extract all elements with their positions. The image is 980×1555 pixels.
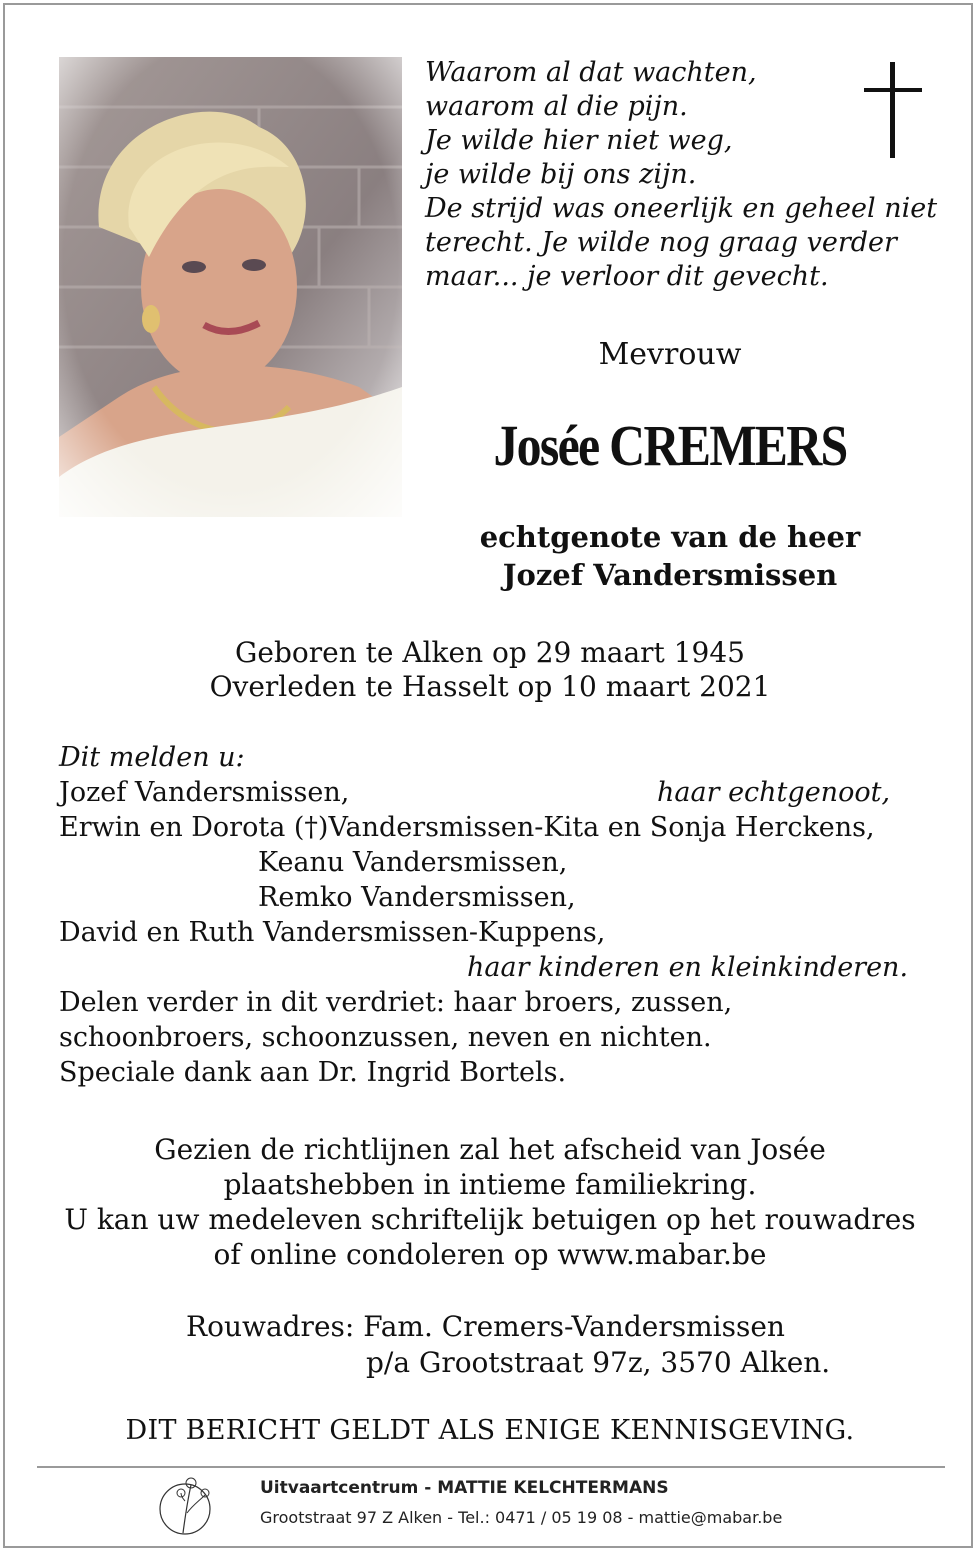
flower-logo-icon xyxy=(155,1473,240,1537)
address-line-1: Rouwadres: Fam. Cremers-Vandersmissen xyxy=(186,1310,785,1343)
honorific: Mevrouw xyxy=(598,337,742,372)
funeral-home-contact: Grootstraat 97 Z Alken - Tel.: 0471 / 05 19 08 - mattie@mabar.be xyxy=(260,1508,783,1527)
poem-line: maar... je verloor dit gevecht. xyxy=(425,261,829,292)
poem-line: Je wilde hier niet weg, xyxy=(425,125,733,156)
notice-row: Keanu Vandersmissen, xyxy=(258,847,568,878)
address-line-2: p/a Grootstraat 97z, 3570 Alken. xyxy=(366,1346,831,1379)
poem-line: waarom al die pijn. xyxy=(425,91,688,122)
spouse-info xyxy=(440,518,900,594)
farewell-line: plaatshebben in intieme familiekring. xyxy=(223,1168,757,1201)
poem-line: je wilde bij ons zijn. xyxy=(425,159,697,190)
portrait-photo xyxy=(59,57,402,517)
farewell-line: Gezien de richtlijnen zal het afscheid van Josée xyxy=(154,1133,826,1166)
notice-row: Delen verder in dit verdriet: haar broers, zussen, xyxy=(59,987,733,1018)
footer-divider xyxy=(37,1466,945,1468)
birth-date: Geboren te Alken op 29 maart 1945 xyxy=(235,636,745,669)
life-dates xyxy=(140,636,840,704)
poem xyxy=(425,56,938,294)
family-notice xyxy=(59,740,939,1090)
notice-row xyxy=(59,775,939,810)
notice-role: haar kinderen en kleinkinderen. xyxy=(467,952,909,983)
notice-row: Erwin en Dorota (†)Vandersmissen-Kita en Sonja Herckens, xyxy=(59,812,875,843)
notice-row: Speciale dank aan Dr. Ingrid Bortels. xyxy=(59,1057,567,1088)
spouse-line-2: Jozef Vandersmissen xyxy=(502,558,838,592)
final-notice: DIT BERICHT GELDT ALS ENIGE KENNISGEVING. xyxy=(125,1415,855,1446)
notice-row: Remko Vandersmissen, xyxy=(258,882,576,913)
funeral-home-name: Uitvaartcentrum - MATTIE KELCHTERMANS xyxy=(260,1478,669,1498)
farewell-text xyxy=(40,1132,940,1272)
poem-line: Waarom al dat wachten, xyxy=(425,57,757,88)
death-date: Overleden te Hasselt op 10 maart 2021 xyxy=(209,670,771,703)
notice-role: haar echtgenoot, xyxy=(657,777,891,808)
deceased-name: Josée CREMERS xyxy=(493,413,847,478)
poem-line: De strijd was oneerlijk en geheel niet xyxy=(425,193,938,224)
farewell-line: of online condoleren op www.mabar.be xyxy=(213,1238,767,1271)
cross-icon xyxy=(864,62,922,158)
spouse-line-1: echtgenote van de heer xyxy=(479,520,861,554)
mourning-address xyxy=(186,1309,886,1381)
notice-row: David en Ruth Vandersmissen-Kuppens, xyxy=(59,917,606,948)
notice-intro: Dit melden u: xyxy=(59,742,245,773)
notice-row: schoonbroers, schoonzussen, neven en nichten. xyxy=(59,1022,712,1053)
farewell-line: U kan uw medeleven schriftelijk betuigen op het rouwadres xyxy=(64,1203,916,1236)
notice-name: Jozef Vandersmissen, xyxy=(59,777,350,808)
poem-line: terecht. Je wilde nog graag verder xyxy=(425,227,897,258)
